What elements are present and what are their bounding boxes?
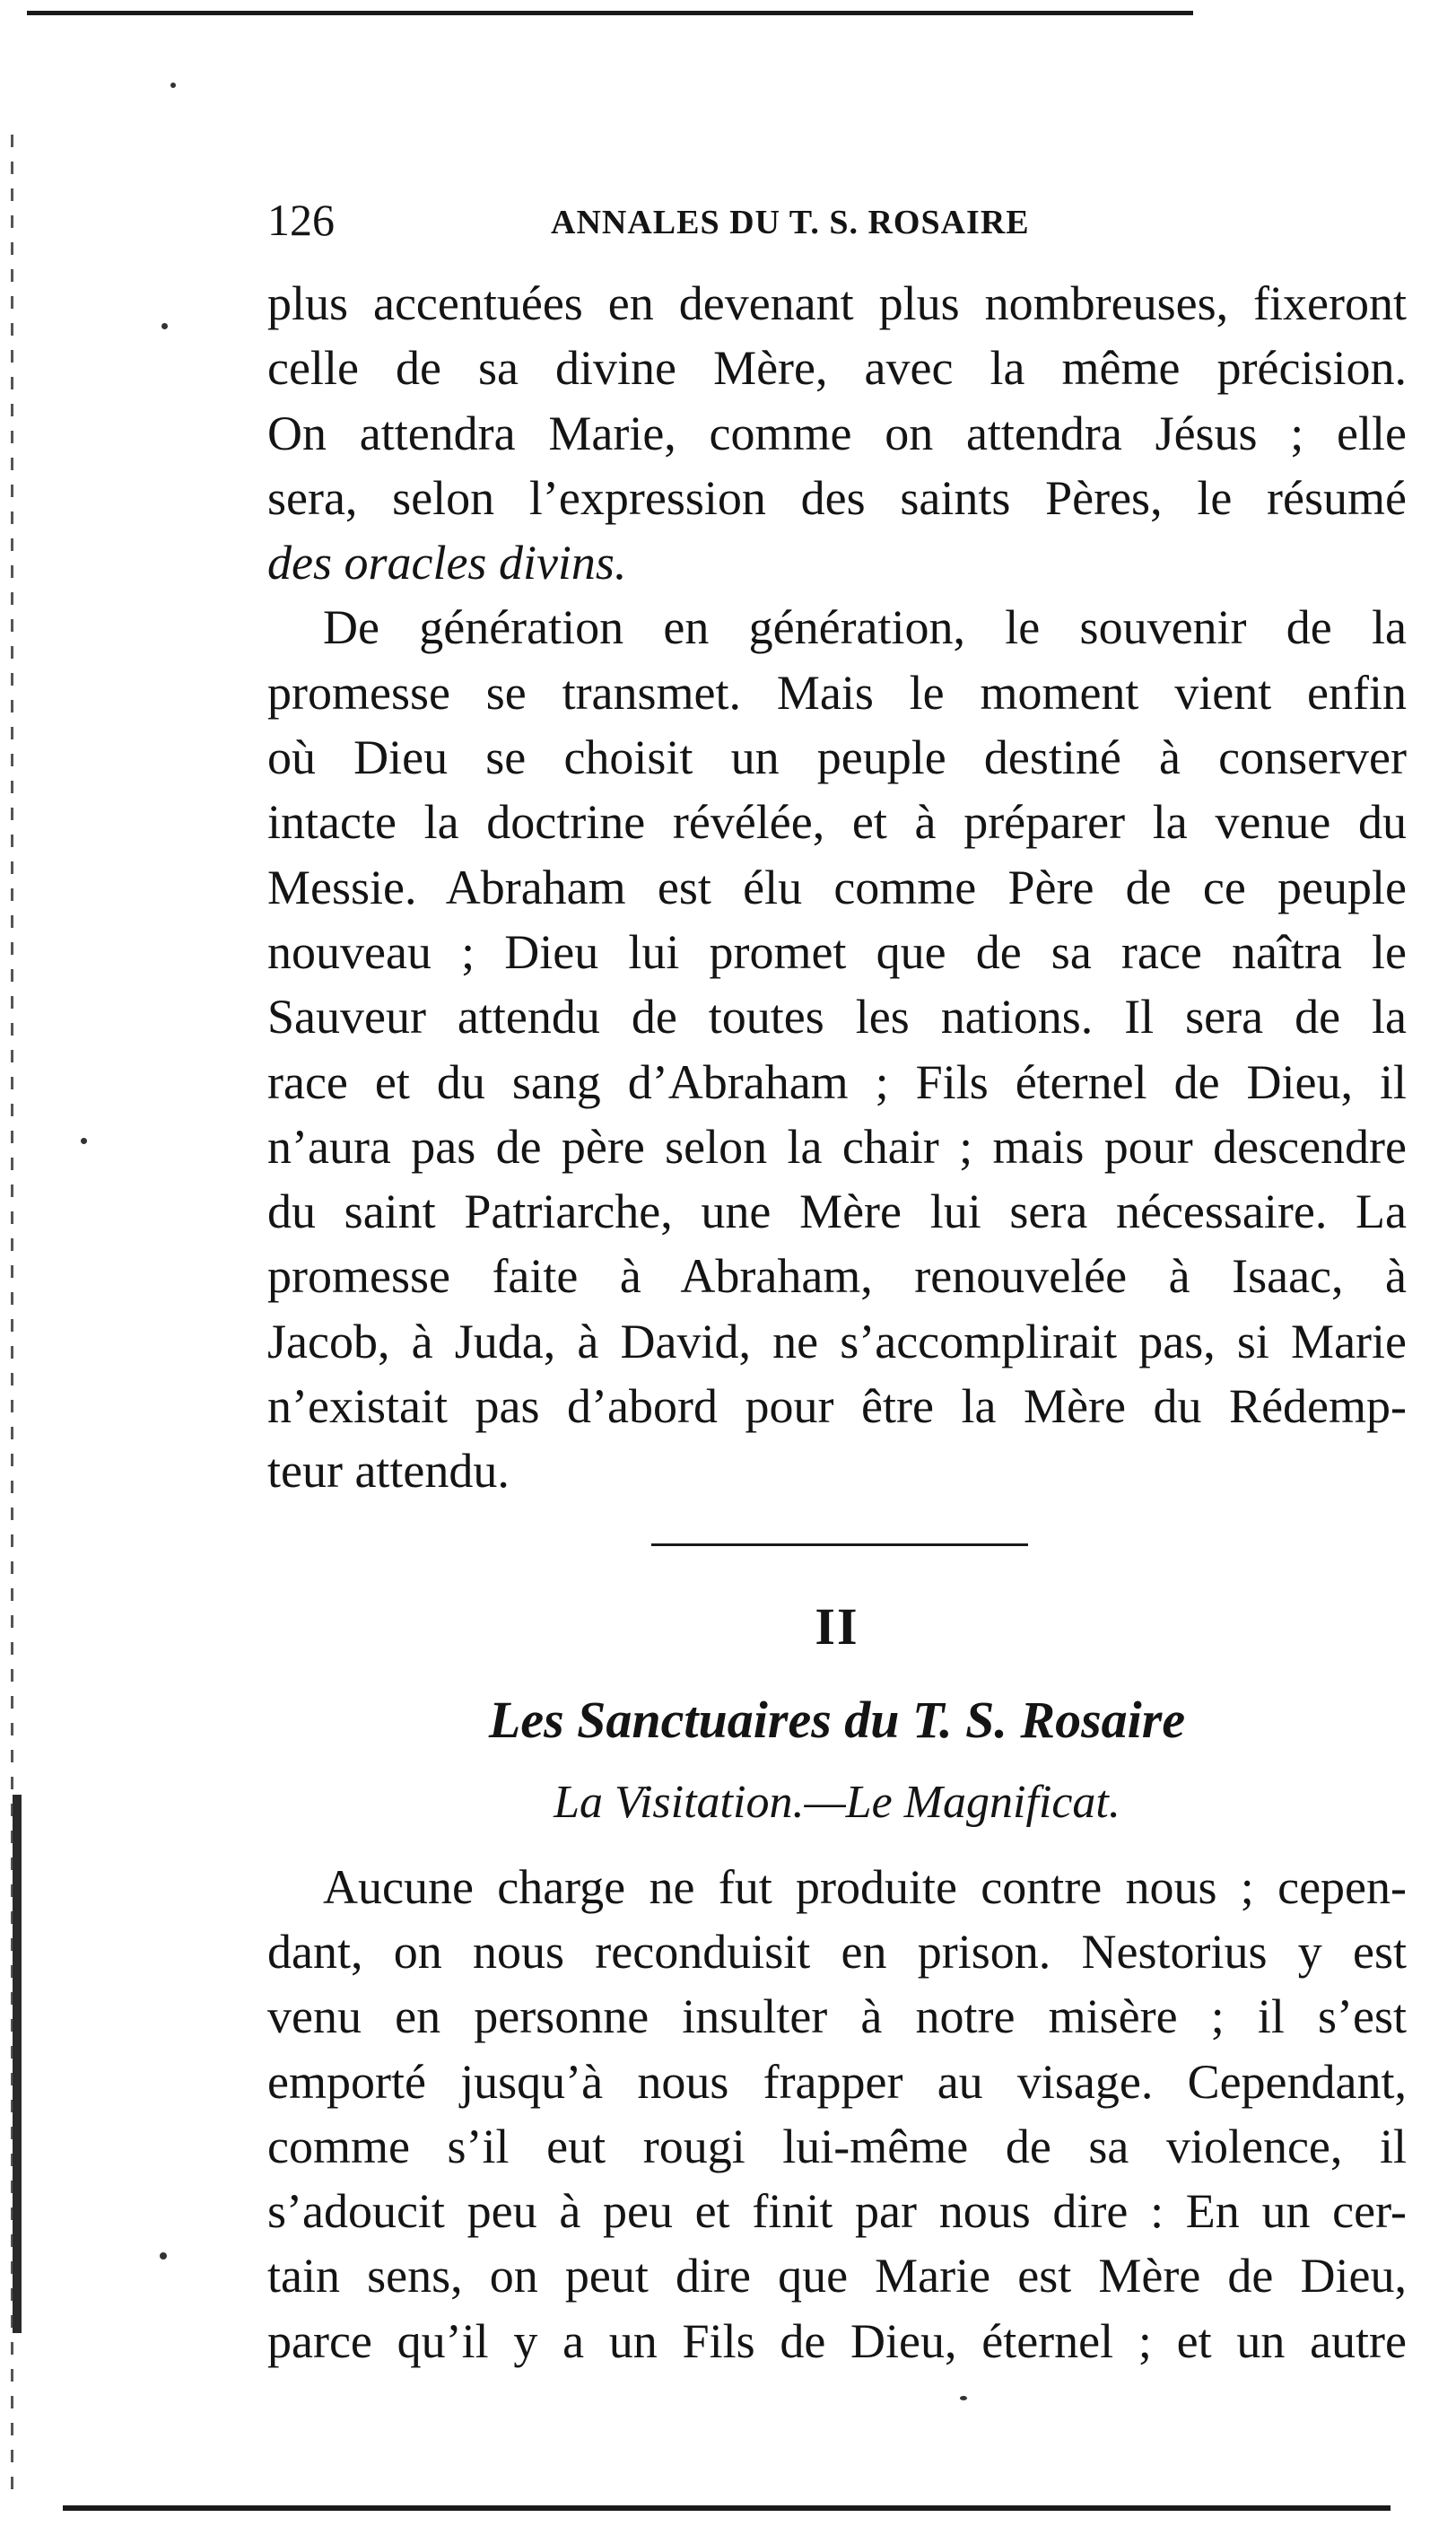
paragraph-2-line: nouveau ; Dieu lui promet que de sa race naîtra le	[267, 924, 1407, 979]
paragraph-2-line: Messie. Abraham est élu comme Père de ce peuple	[267, 860, 1407, 914]
paragraph-2-line: n’existait pas d’abord pour être la Mère du Rédemp-	[267, 1379, 1407, 1434]
paragraph-1-line: des oracles divins.	[267, 536, 627, 590]
paragraph-2-line: Sauveur attendu de toutes les nations. Il sera de la	[267, 990, 1407, 1045]
paragraph-3-line: dant, on nous reconduisit en prison. Nestorius y est	[267, 1924, 1407, 1979]
text-block-lower	[267, 1855, 1407, 2373]
page-number: 126	[267, 195, 335, 245]
section-divider	[651, 1543, 1028, 1546]
bottom-edge-rule	[63, 2505, 1391, 2511]
page-header	[267, 188, 1407, 251]
paragraph-2-line: promesse se transmet. Mais le moment vient enfin	[267, 665, 1407, 720]
scan-speck	[960, 2396, 967, 2400]
paragraph-3-line: parce qu’il y a un Fils de Dieu, éternel ; et un autre	[267, 2313, 1407, 2368]
paragraph-2-line: où Dieu se choisit un peuple destiné à conserver	[267, 730, 1407, 785]
scan-speck	[170, 83, 176, 88]
section-subtitle: La Visitation.—Le Magnificat.	[554, 1776, 1120, 1828]
paragraph-3-line: tain sens, on peut dire que Marie est Mère de Dieu,	[267, 2249, 1407, 2303]
scan-speck	[81, 1138, 87, 1144]
paragraph-3-line: comme s’il eut rougi lui-même de sa violence, il	[267, 2119, 1407, 2173]
paragraph-3-line: emporté jusqu’à nous frapper au visage. Cependant,	[267, 2054, 1407, 2109]
paragraph-2-line: promesse faite à Abraham, renouvelée à Isaac, à	[267, 1249, 1407, 1304]
paragraph-2-line: Jacob, à Juda, à David, ne s’accomplirait pas, si Marie	[267, 1314, 1407, 1368]
running-head: ANNALES DU T. S. ROSAIRE	[551, 204, 1030, 241]
book-page	[267, 188, 1407, 2373]
paragraph-1-line: On attendra Marie, comme on attendra Jésus ; elle	[267, 406, 1407, 460]
paragraph-3-line: s’adoucit peu à peu et finit par nous dire : En un cer-	[267, 2184, 1407, 2239]
paragraph-2-line: intacte la doctrine révélée, et à préparer la venue du	[267, 795, 1407, 850]
scan-speck	[161, 323, 168, 329]
left-scan-edge-dark	[13, 1795, 22, 2333]
paragraph-1-line: celle de sa divine Mère, avec la même précision.	[267, 341, 1407, 396]
scan-speck	[160, 2252, 167, 2260]
section-title: Les Sanctuaires du T. S. Rosaire	[488, 1690, 1186, 1749]
paragraph-2-line: teur attendu.	[267, 1444, 510, 1499]
paragraph-2-line: De génération en génération, le souvenir de la	[323, 600, 1407, 655]
paragraph-2-line: du saint Patriarche, une Mère lui sera nécessaire. La	[267, 1184, 1407, 1239]
paragraph-1-line: sera, selon l’expression des saints Pères, le résumé	[267, 470, 1407, 525]
paragraph-3-line: Aucune charge ne fut produite contre nous ; cepen-	[323, 1859, 1407, 1914]
paragraph-1-line: plus accentuées en devenant plus nombreuses, fixeront	[267, 276, 1407, 330]
top-edge-rule	[27, 11, 1193, 15]
paragraph-3-line: venu en personne insulter à notre misère ; il s’est	[267, 1989, 1407, 2044]
paragraph-2-line: race et du sang d’Abraham ; Fils éternel de Dieu, il	[267, 1054, 1407, 1109]
text-block-upper	[267, 271, 1407, 1504]
paragraph-2-line: n’aura pas de père selon la chair ; mais pour descendre	[267, 1119, 1407, 1174]
section-numeral: II	[815, 1596, 859, 1656]
